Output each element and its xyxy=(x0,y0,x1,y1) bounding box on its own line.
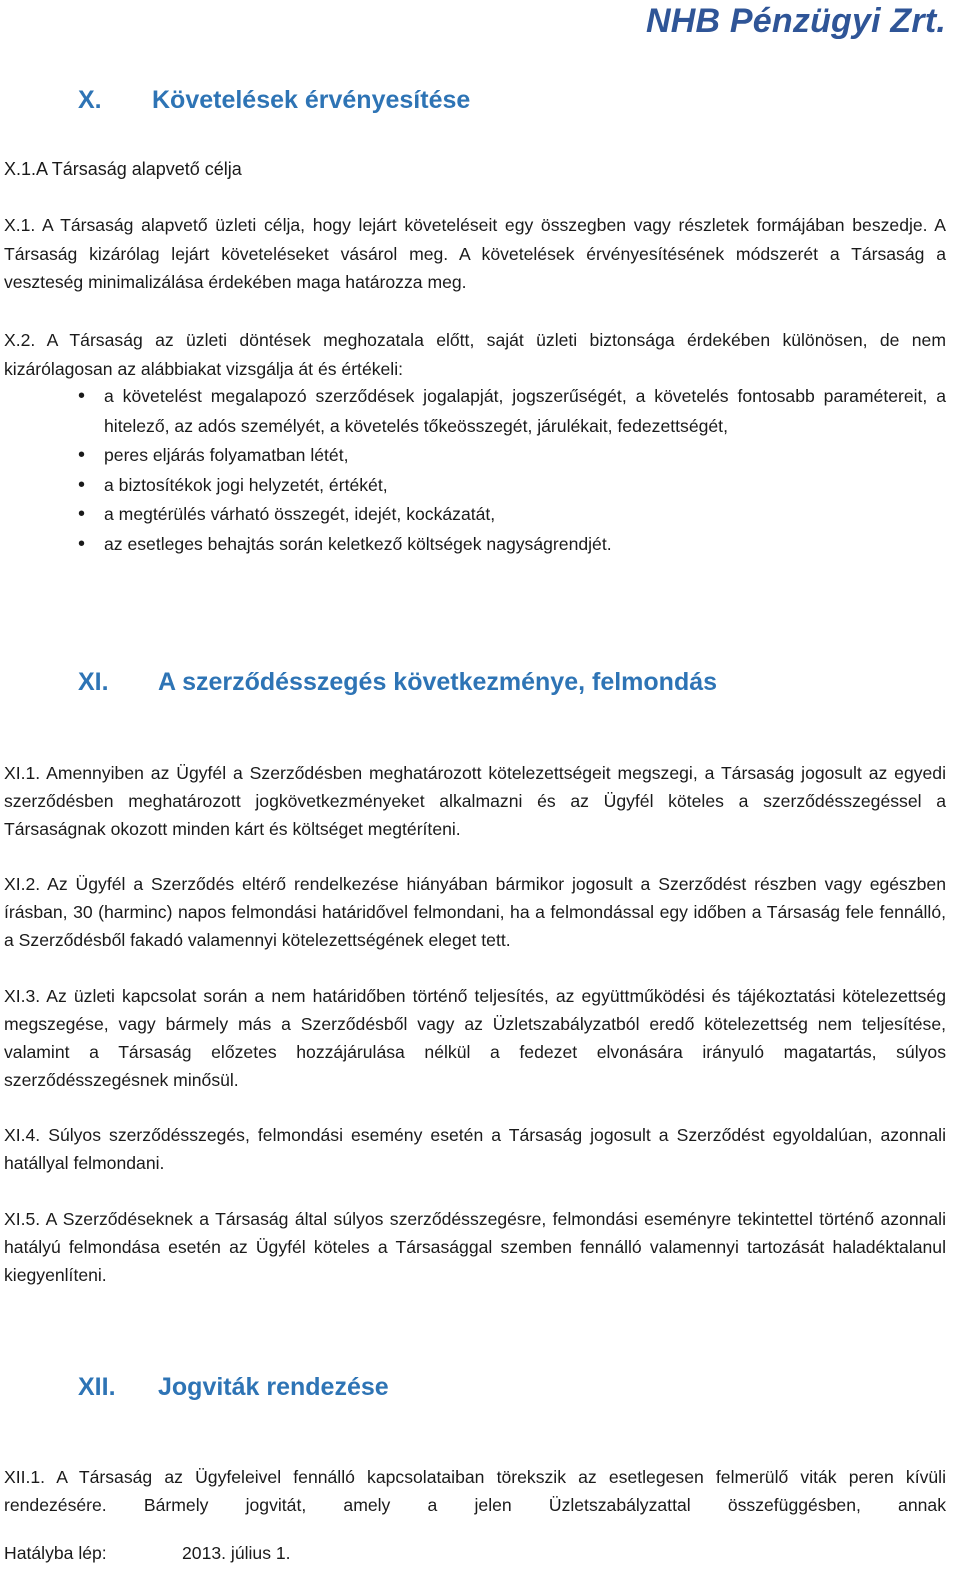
list-item: • a követelést megalapozó szerződések jogalapját, jogszerűségét, a követelés fontosabb paramétereit, a hitelező, az adós személyét, a követelés tőkeösszegét, járulékait, fedezettségét, xyxy=(4,382,946,441)
chapter-number: XI. xyxy=(78,668,109,696)
paragraph-xii-1: XII.1. A Társaság az Ügyfeleivel fennálló kapcsolataiban törekszik az esetlegesen felmerülő viták peren kívüli rendezésére. Bármely jogvitát, amely a jelen Üzletszabályzattal összefüggésben, annak xyxy=(4,1467,946,1515)
criteria-list xyxy=(4,382,946,559)
chapter-heading-xi xyxy=(78,668,717,697)
paragraph-xi-5: XI.5. A Szerződéseknek a Társaság által súlyos szerződésszegésre, felmondási eseményre tekintettel történő azonnali hatályú felmondása esetén az Ügyfél köteles a Társasággal szemben fennálló valamennyi tartozását haladéktalanul kiegyenlíteni. xyxy=(4,1209,946,1285)
list-item: • az esetleges behajtás során keletkező költségek nagyságrendjét. xyxy=(4,530,946,560)
chapter-title: Követelések érvényesítése xyxy=(152,86,471,114)
paragraph-xi-2: XI.2. Az Ügyfél a Szerződés eltérő rendelkezése hiányában bármikor jogosult a Szerződést részben vagy egészben írásban, 30 (harminc) napos felmondási határidővel felmondani, ha a felmondással egy időben a Társaság fele fennálló, a Szerződésből fakadó valamennyi kötelezettségének eleget tett. xyxy=(4,874,946,950)
paragraph-xi-1: XI.1. Amennyiben az Ügyfél a Szerződésben meghatározott kötelezettségeit megszegi, a Társaság jogosult az egyedi szerződésben meghatározott jogkövetkezményeket alkalmazni és az Ügyfél köteles a szerződésszegéssel a Társaságnak okozott minden kárt és költséget megtéríteni. xyxy=(4,763,946,839)
list-item: • a biztosítékok jogi helyzetét, értékét, xyxy=(4,471,946,501)
paragraph-x-1: X.1. A Társaság alapvető üzleti célja, hogy lejárt követeléseit egy összegben vagy részletek formájában beszedje. A Társaság kizárólag lejárt követeléseket vásárol meg. A követelések érvényesítésének módszerét a Társaság a veszteség minimalizálása érdekében maga határozza meg. xyxy=(4,215,946,292)
chapter-heading-xii xyxy=(78,1373,389,1402)
paragraph-xi-3: XI.3. Az üzleti kapcsolat során a nem határidőben történő teljesítés, az együttműködési és tájékoztatási kötelezettség megszegése, vagy bármely más a Szerződésből vagy az Üzletszabályzatból eredő kötelezettség nem teljesítése, valamint a Társaság előzetes hozzájárulása nélkül a fedezet elvonására irányuló magatartás, súlyos szerződésszegésnek minősül. xyxy=(4,986,946,1090)
chapter-number: XII. xyxy=(78,1373,116,1401)
list-item: • peres eljárás folyamatban létét, xyxy=(4,441,946,471)
company-name: NHB Pénzügyi Zrt. xyxy=(646,2,946,40)
section-subheading: X.1.A Társaság alapvető célja xyxy=(4,159,242,179)
chapter-title: A szerződésszegés következménye, felmondás xyxy=(158,668,718,696)
chapter-number: X. xyxy=(78,86,102,114)
paragraph-xi-4: XI.4. Súlyos szerződésszegés, felmondási esemény esetén a Társaság jogosult a Szerződést egyoldalúan, azonnali hatállyal felmondani. xyxy=(4,1125,946,1173)
chapter-heading-x xyxy=(78,86,470,115)
effective-date-value: 2013. július 1. xyxy=(182,1543,291,1563)
effective-date-footer xyxy=(4,1543,291,1564)
list-item: • a megtérülés várható összegét, idejét, kockázatát, xyxy=(4,500,946,530)
chapter-title: Jogviták rendezése xyxy=(158,1373,389,1401)
effective-date-label: Hatályba lép: xyxy=(4,1543,107,1563)
paragraph-x-2: X.2. A Társaság az üzleti döntések meghozatala előtt, saját üzleti biztonsága érdekében különösen, de nem kizárólagosan az alábbiakat vizsgálja át és értékeli: xyxy=(4,330,946,379)
